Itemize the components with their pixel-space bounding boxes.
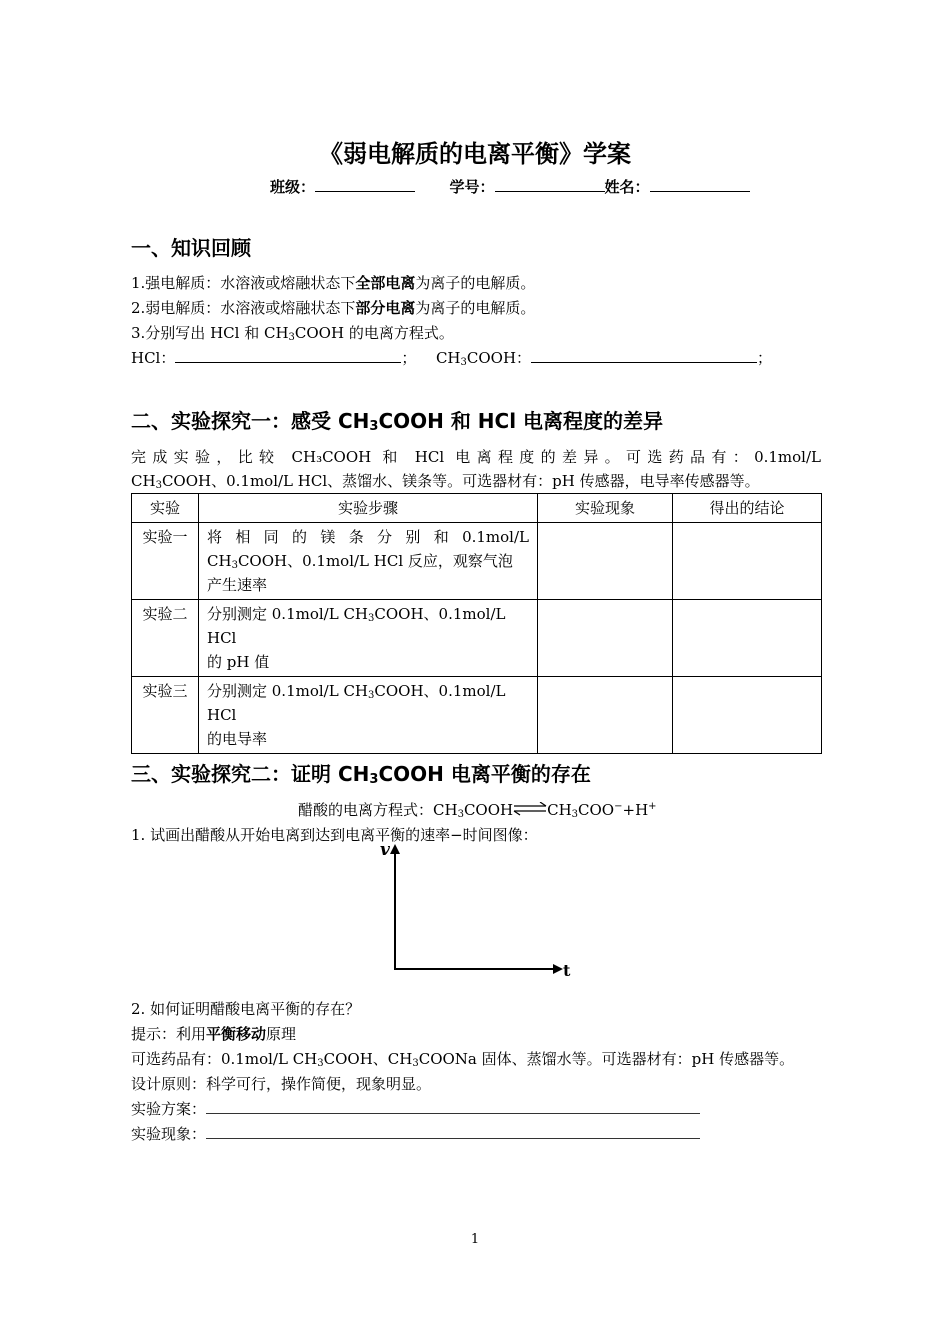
section2-heading: 二、实验探究一：感受 $CH_3COOH$ 和 HCl 电离程度的差异 bbox=[131, 409, 664, 434]
experiment-table bbox=[131, 493, 822, 754]
equilibrium-arrow-icon bbox=[513, 802, 547, 816]
experiment-name: 实验三 bbox=[132, 677, 199, 754]
class-label: 班级： bbox=[270, 178, 316, 196]
ch3cooh-answer-blank[interactable] bbox=[531, 348, 757, 363]
hcl-label: HCl： bbox=[131, 349, 176, 367]
table-row bbox=[132, 523, 822, 600]
table-row bbox=[132, 600, 822, 677]
section3-heading: 三、实验探究二：证明 $CH_3COOH$ 电离平衡的存在 bbox=[131, 762, 591, 787]
section1-heading: 一、知识回顾 bbox=[131, 236, 251, 260]
name-blank[interactable] bbox=[650, 177, 750, 192]
reagents-line: 可选药品有：0.1mol/L $CH_3COOH$、$CH_3COONa$ 固体、蒸馏水等。可选器材有：pH 传感器等。 bbox=[131, 1050, 795, 1069]
weak-electrolyte-line: 2.弱电解质：水溶液或熔融状态下部分电离为离子的电解质。 bbox=[131, 299, 536, 317]
observation-cell[interactable] bbox=[538, 677, 673, 754]
plan-line: 实验方案： bbox=[131, 1098, 700, 1119]
student-info bbox=[270, 176, 750, 197]
class-blank[interactable] bbox=[315, 177, 415, 192]
rate-time-graph[interactable] bbox=[370, 838, 580, 987]
observation-cell[interactable] bbox=[538, 523, 673, 600]
x-axis-label: t bbox=[563, 961, 571, 980]
name-label: 姓名： bbox=[604, 178, 650, 196]
page-title: 《弱电解质的电离平衡》学案 bbox=[319, 140, 631, 168]
table-header: 实验现象 bbox=[538, 494, 673, 523]
y-axis-arrow-icon bbox=[390, 844, 400, 854]
axes-svg bbox=[370, 838, 580, 983]
section2-intro-line2: $CH_3COOH$、0.1mol/L HCl、蒸馏水、镁条等。可选器材有：pH 传感器，电导率传感器等。 bbox=[131, 472, 760, 491]
ch3cooh-label: $CH_3COOH$： bbox=[435, 349, 532, 368]
question-3-line: 3.分别写出 HCl 和 $CH_3COOH$ 的电离方程式。 bbox=[131, 324, 454, 343]
number-label: 学号： bbox=[449, 178, 495, 196]
table-header: 实验步骤 bbox=[199, 494, 538, 523]
phenomenon-blank[interactable] bbox=[206, 1124, 700, 1139]
conclusion-cell[interactable] bbox=[673, 523, 822, 600]
experiment-steps: 分别测定 0.1mol/L $CH_3COOH$、0.1mol/L HCl 的 pH 值 bbox=[199, 600, 538, 677]
observation-cell[interactable] bbox=[538, 600, 673, 677]
y-axis-label: v bbox=[380, 840, 390, 860]
table-row bbox=[132, 677, 822, 754]
conclusion-cell[interactable] bbox=[673, 600, 822, 677]
number-blank[interactable] bbox=[495, 177, 605, 192]
conclusion-cell[interactable] bbox=[673, 677, 822, 754]
experiment-steps: 分别测定 0.1mol/L $CH_3COOH$、0.1mol/L HCl 的电导率 bbox=[199, 677, 538, 754]
table-header: 得出的结论 bbox=[673, 494, 822, 523]
experiment-steps: 将 相 同 的 镁 条 分 别 和 0.1mol/L $CH_3COOH$、0.1mol/L HCl 反应，观察气泡 产生速率 bbox=[199, 523, 538, 600]
equation-blanks-line: HCl： ； $CH_3COOH$： ； bbox=[131, 349, 773, 368]
table-header: 实验 bbox=[132, 494, 199, 523]
experiment-name: 实验一 bbox=[132, 523, 199, 600]
table-header-row bbox=[132, 494, 822, 523]
ionization-equation: 醋酸的电离方程式：$CH_3COOH$ $CH_3COO^-+H^+$ bbox=[298, 801, 657, 820]
x-axis-arrow-icon bbox=[553, 964, 563, 974]
phenomenon-line: 实验现象： bbox=[131, 1123, 700, 1144]
experiment-name: 实验二 bbox=[132, 600, 199, 677]
page-number: 1 bbox=[470, 1232, 480, 1247]
strong-electrolyte-line: 1.强电解质：水溶液或熔融状态下全部电离为离子的电解质。 bbox=[131, 274, 536, 292]
question-1: 1. 试画出醋酸从开始电离到达到电离平衡的速率−时间图像： bbox=[131, 826, 538, 844]
plan-blank[interactable] bbox=[206, 1099, 700, 1114]
design-principle-line: 设计原则：科学可行，操作简便，现象明显。 bbox=[131, 1075, 432, 1093]
question-2: 2. 如何证明醋酸电离平衡的存在？ bbox=[131, 1000, 361, 1018]
hint-line: 提示：利用平衡移动原理 bbox=[131, 1025, 297, 1043]
hcl-answer-blank[interactable] bbox=[175, 348, 401, 363]
section2-intro-line1: 完成实验，比较 CH₃COOH 和 HCl 电离程度的差异。可选药品有：0.1mol/L bbox=[131, 448, 821, 466]
